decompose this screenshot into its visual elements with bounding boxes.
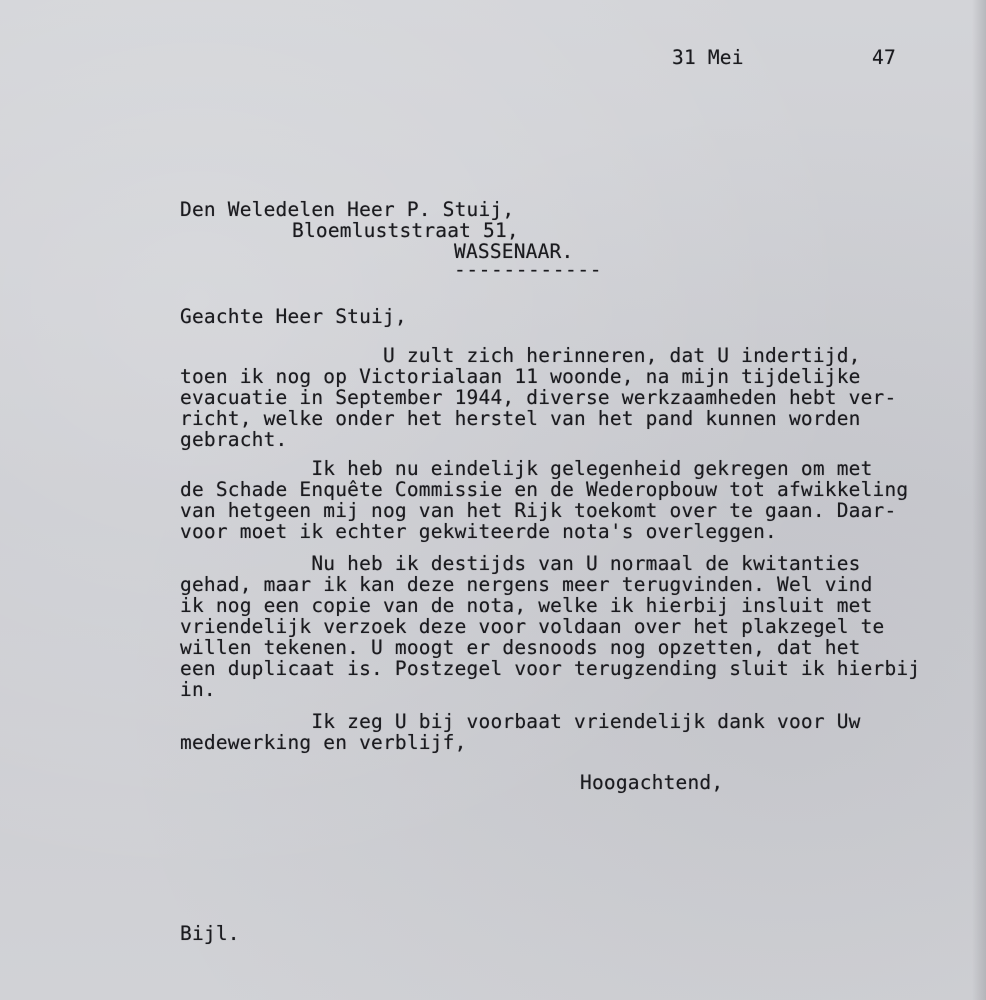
paragraph-line: U zult zich herinneren, dat U indertijd, [180, 344, 861, 367]
paragraph-line: gehad, maar ik kan deze nergens meer terugvinden. Wel vind [180, 573, 873, 596]
recipient-name-line: Den Weledelen Heer P. Stuij, [180, 198, 515, 221]
body-paragraph-4 [180, 711, 970, 753]
page-number: 47 [872, 46, 896, 69]
paragraph-line: willen tekenen. U moogt er desnoods nog opzetten, dat het [180, 636, 861, 659]
address-underline: ------------ [454, 258, 603, 281]
paragraph-line: gebracht. [180, 428, 288, 451]
body-paragraph-2 [180, 458, 970, 542]
recipient-street-line: Bloemluststraat 51, [292, 219, 519, 242]
paragraph-line: Ik heb nu eindelijk gelegenheid gekregen om met [180, 457, 873, 480]
page-edge-shadow [972, 0, 986, 1000]
letter-date: 31 Mei [672, 46, 744, 69]
body-paragraph-1 [180, 345, 970, 450]
closing: Hoogachtend, [580, 771, 724, 794]
paragraph-line: evacuatie in September 1944, diverse werkzaamheden hebt ver- [180, 386, 897, 409]
paragraph-line: van hetgeen mij nog van het Rijk toekomt over te gaan. Daar- [180, 499, 897, 522]
recipient-city-line: WASSENAAR. [454, 240, 574, 263]
paragraph-line: vriendelijk verzoek deze voor voldaan over het plakzegel te [180, 615, 885, 638]
paragraph-line: ik nog een copie van de nota, welke ik hierbij insluit met [180, 594, 873, 617]
paragraph-line: een duplicaat is. Postzegel voor terugzending sluit ik hierbij [180, 657, 921, 680]
enclosure-note: Bijl. [180, 922, 240, 945]
paragraph-line: de Schade Enquête Commissie en de Wederopbouw tot afwikkeling [180, 478, 909, 501]
paragraph-line: Ik zeg U bij voorbaat vriendelijk dank voor Uw [180, 710, 861, 733]
paragraph-line: voor moet ik echter gekwiteerde nota's overleggen. [180, 520, 777, 543]
paragraph-line: toen ik nog op Victorialaan 11 woonde, na mijn tijdelijke [180, 365, 861, 388]
paragraph-line: in. [180, 678, 216, 701]
paragraph-line: Nu heb ik destijds van U normaal de kwitanties [180, 552, 861, 575]
paragraph-line: medewerking en verblijf, [180, 731, 467, 754]
paragraph-line: richt, welke onder het herstel van het pand kunnen worden [180, 407, 861, 430]
body-paragraph-3 [180, 553, 970, 700]
salutation: Geachte Heer Stuij, [180, 305, 407, 328]
